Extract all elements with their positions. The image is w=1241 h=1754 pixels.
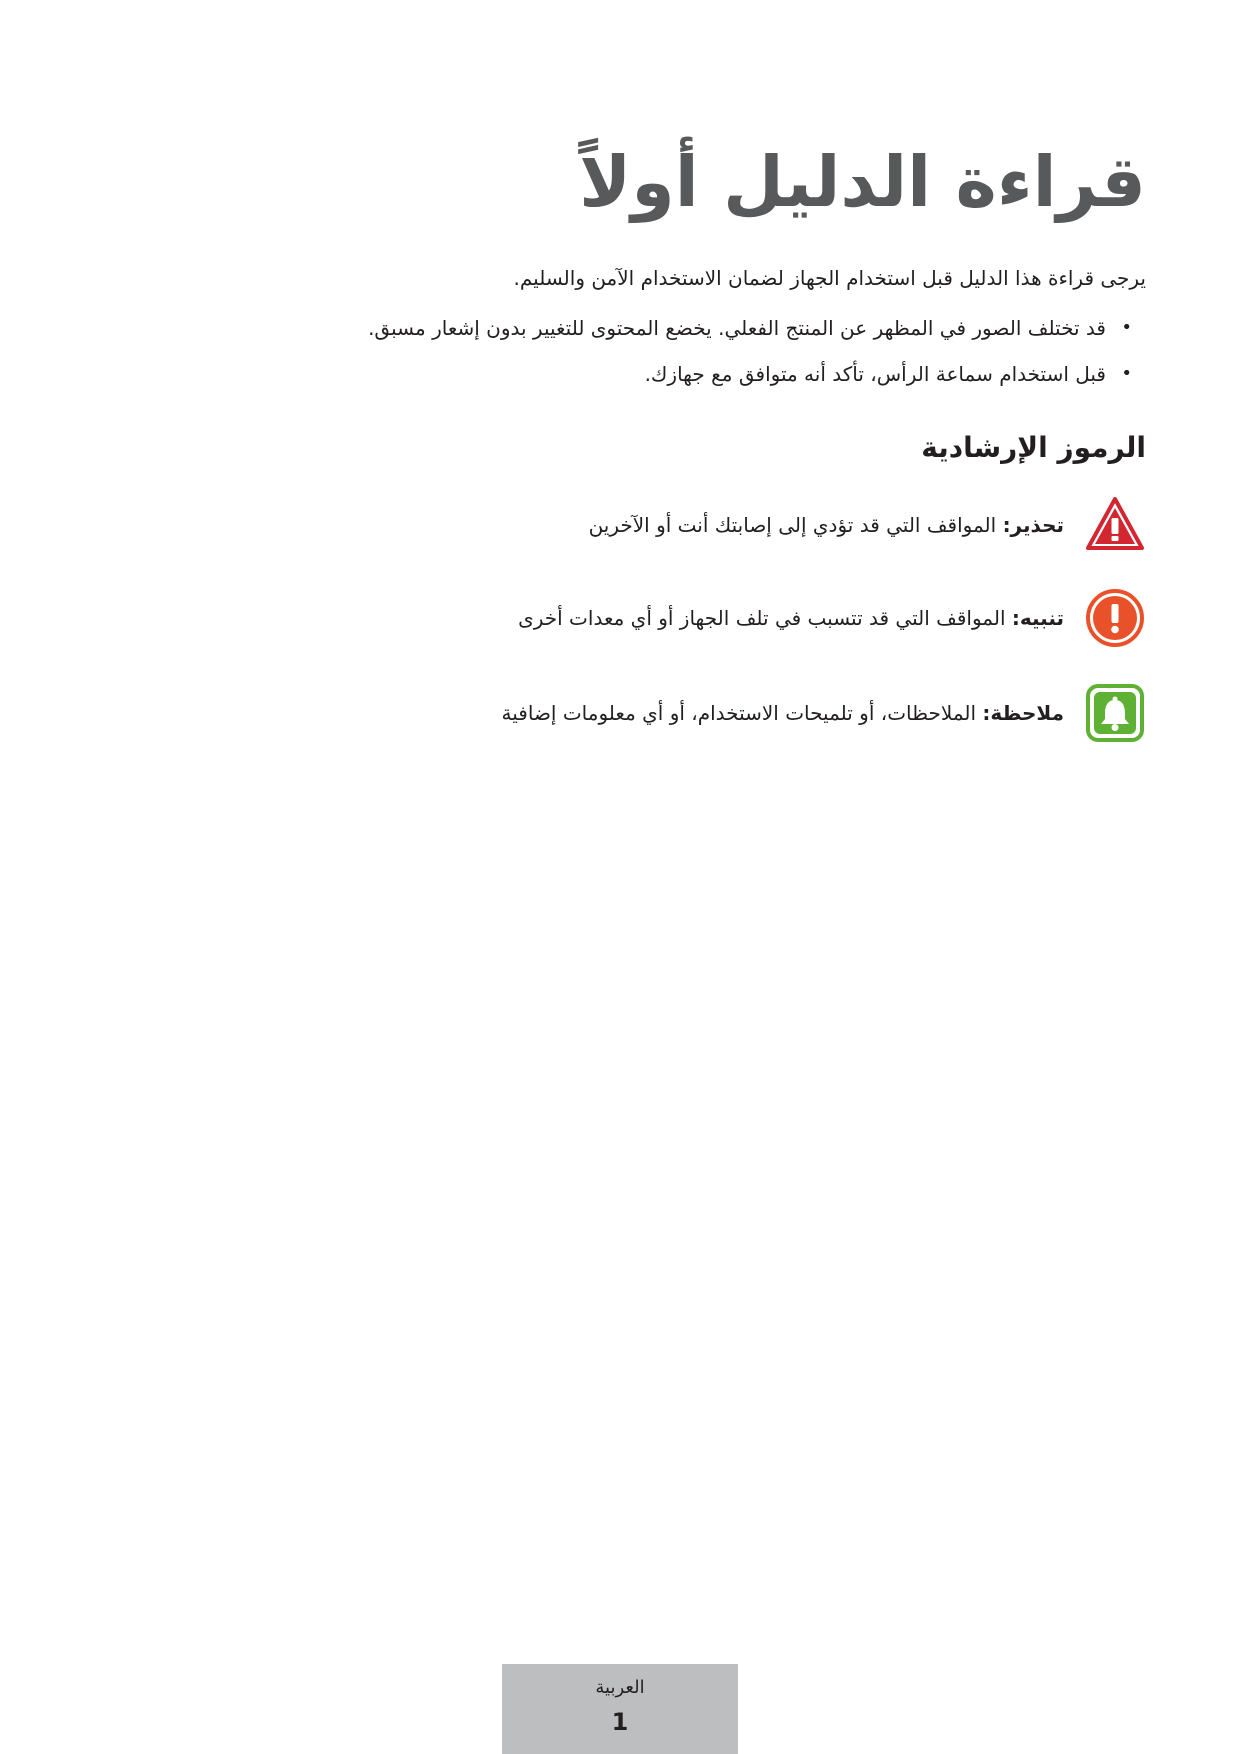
notice-term: تحذير: bbox=[1002, 513, 1064, 537]
warning-triangle-icon bbox=[1084, 494, 1146, 556]
bullet-text: قد تختلف الصور في المظهر عن المنتج الفعلي. يخضع المحتوى للتغيير بدون إشعار مسبق. bbox=[368, 316, 1106, 340]
page-footer-tab bbox=[502, 1664, 738, 1754]
caution-circle-icon bbox=[1084, 587, 1146, 649]
note-bell-icon bbox=[1084, 682, 1146, 744]
page-title: قراءة الدليل أولاً bbox=[579, 141, 1146, 223]
bullet-list bbox=[368, 312, 1146, 404]
notice-description: المواقف التي قد تؤدي إلى إصابتك أنت أو الآخرين bbox=[588, 513, 1003, 537]
footer-language: العربية bbox=[595, 1677, 645, 1698]
notice-description: المواقف التي قد تتسبب في تلف الجهاز أو أي معدات أخرى bbox=[518, 606, 1012, 630]
notice-caution bbox=[518, 587, 1146, 649]
notice-term: تنبيه: bbox=[1011, 606, 1064, 630]
bullet-item bbox=[368, 312, 1146, 358]
intro-paragraph: يرجى قراءة هذا الدليل قبل استخدام الجهاز لضمان الاستخدام الآمن والسليم. bbox=[513, 266, 1146, 290]
page-number: 1 bbox=[611, 1708, 629, 1736]
notice-text bbox=[502, 697, 1064, 729]
section-heading: الرموز الإرشادية bbox=[921, 431, 1146, 464]
notice-text bbox=[589, 509, 1064, 541]
bullet-dot: • bbox=[1121, 317, 1132, 338]
notice-note bbox=[502, 682, 1146, 744]
bullet-dot: • bbox=[1121, 363, 1132, 384]
notice-text bbox=[518, 602, 1064, 634]
notice-description: الملاحظات، أو تلميحات الاستخدام، أو أي معلومات إضافية bbox=[501, 701, 983, 725]
bullet-text: قبل استخدام سماعة الرأس، تأكد أنه متوافق مع جهازك. bbox=[644, 362, 1106, 386]
notice-term: ملاحظة: bbox=[982, 701, 1064, 725]
notice-warning bbox=[589, 494, 1146, 556]
bullet-item bbox=[368, 358, 1146, 404]
